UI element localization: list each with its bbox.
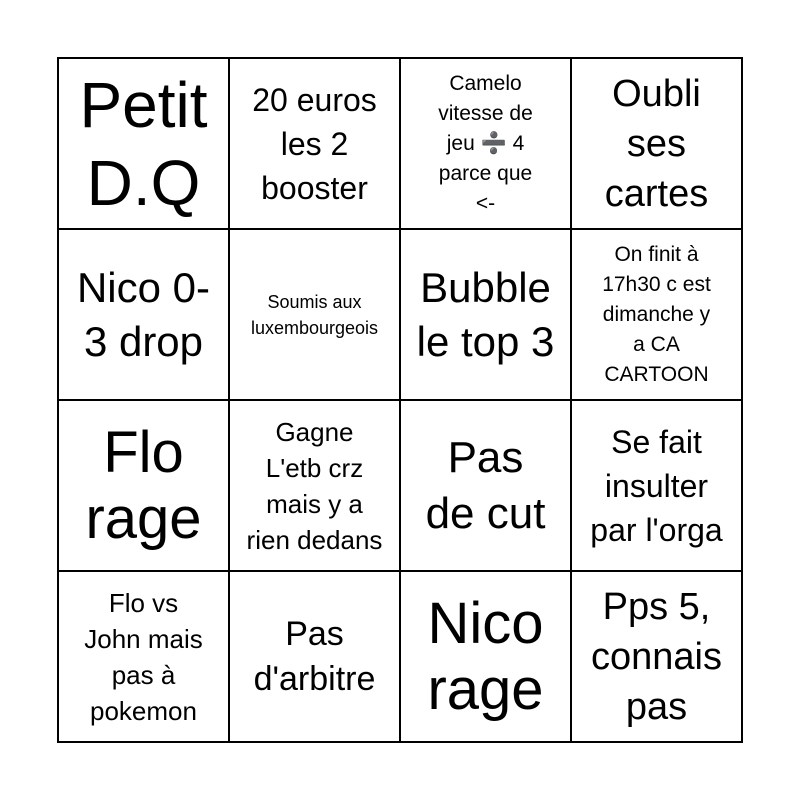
cell-text: Pps 5, connais pas (591, 585, 722, 728)
cell-text: Nico rage (427, 590, 544, 722)
bingo-cell[interactable] (229, 571, 400, 742)
bingo-cell[interactable] (400, 58, 571, 229)
cell-text: Pas de cut (425, 432, 546, 538)
cell-text: Pas d'arbitre (253, 614, 376, 698)
bingo-cell[interactable] (571, 571, 742, 742)
bingo-cell[interactable] (229, 400, 400, 571)
bingo-cell[interactable] (400, 400, 571, 571)
cell-text: On finit à 17h30 c est dimanche y a CA CARTOON (602, 242, 711, 386)
cell-text: 20 euros les 2 booster (252, 81, 377, 206)
bingo-cell[interactable] (571, 229, 742, 400)
bingo-cell[interactable] (58, 571, 229, 742)
cell-text: Gagne L'etb crz mais y a rien dedans (246, 416, 383, 555)
cell-text: Se fait insulter par l'orga (590, 423, 723, 548)
bingo-cell[interactable] (58, 400, 229, 571)
cell-text: Oubli ses cartes (604, 72, 709, 215)
cell-text: Nico 0- 3 drop (76, 263, 211, 365)
bingo-cell[interactable] (58, 58, 229, 229)
bingo-cell[interactable] (400, 229, 571, 400)
cell-text: Soumis aux luxembourgeois (250, 291, 379, 338)
bingo-board (57, 57, 743, 743)
bingo-cell[interactable] (400, 571, 571, 742)
cell-text: Flo rage (85, 419, 202, 551)
bingo-cell[interactable] (58, 229, 229, 400)
cell-text: Flo vs John mais pas à pokemon (84, 587, 203, 726)
bingo-cell[interactable] (229, 58, 400, 229)
cell-text: Bubble le top 3 (416, 263, 555, 365)
bingo-cell[interactable] (571, 58, 742, 229)
cell-text: Camelo vitesse de jeu ➗ 4 parce que <- (438, 71, 533, 215)
cell-text: Petit D.Q (79, 68, 208, 219)
bingo-cell[interactable] (571, 400, 742, 571)
bingo-cell[interactable] (229, 229, 400, 400)
